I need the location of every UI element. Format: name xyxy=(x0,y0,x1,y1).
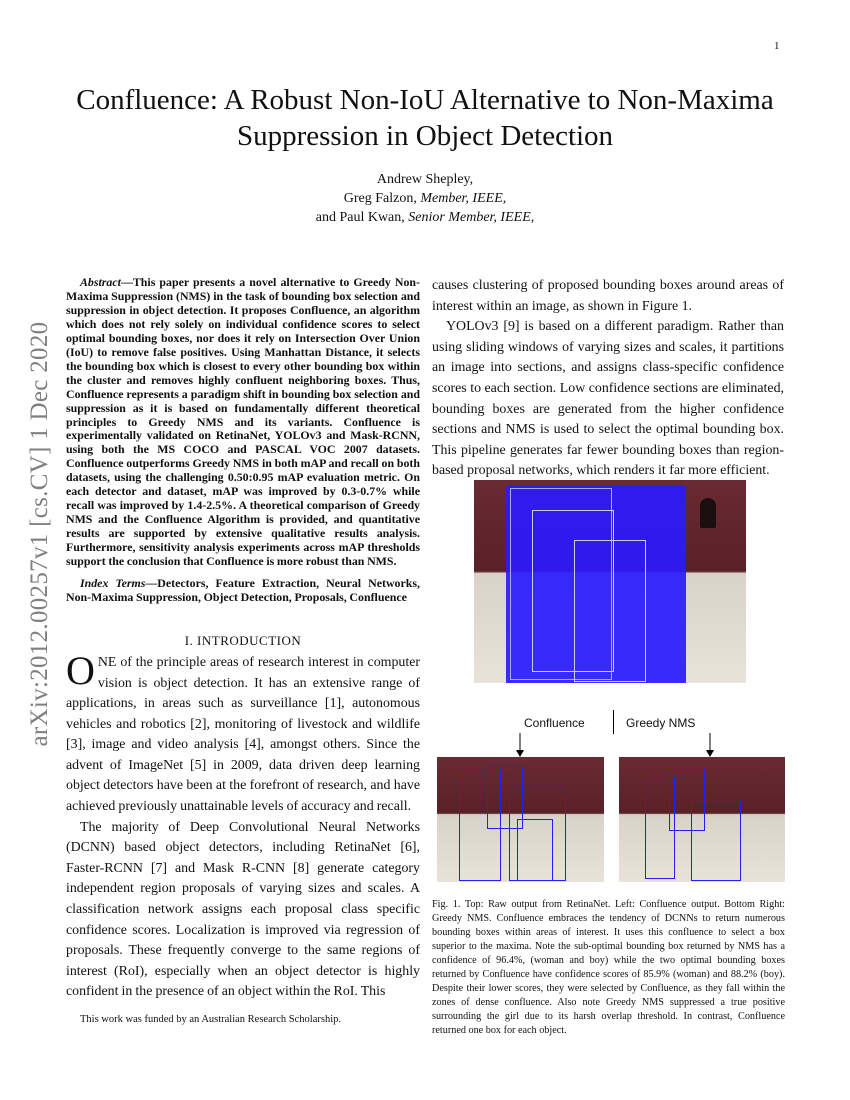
figure-confluence-image xyxy=(437,757,604,882)
statue xyxy=(700,498,716,528)
label-greedy-nms: Greedy NMS xyxy=(626,716,696,730)
page-number: 1 xyxy=(774,40,780,52)
section-heading: I. INTRODUCTION xyxy=(184,632,302,648)
abstract: Abstract—This paper presents a novel alternative to Greedy Non-Maxima Suppression (NMS) in the task of bounding box selection and suppression in object detection. It proposes Confluence, an algorithm which does not rely solely on individual confidence scores to select optimal bounding boxes, nor does it rely on Intersection Over Union (IoU) to remove false positives. Using Manhattan Distance, it selects the bounding box which is closest to every other bounding box within the cluster and removes highly confluent neighboring boxes. Thus, Confluence represents a paradigm shift in bounding box selection and suppression as it is based on fundamentally different theoretical principles to Greedy NMS and its variants. Confluence is experimentally validated on RetinaNet, YOLOv3 and Mask-RCNN, using both the MS COCO and PASCAL VOC 2007 datasets. Confluence outperforms Greedy NMS in both mAP and recall on both datasets, using the challenging 0.50:0.95 mAP evaluation metric. On each detector and dataset, mAP was improved by 0.3-0.7% while recall was improved by 1.4-2.5%. A theoretical comparison of Greedy NMS and the Confluence Algorithm is provided, and quantitative results are supported by extensive qualitative results analysis. Furthermore, sensitivity analysis experiments across mAP thresholds support the conclusion that Confluence is more robust than NMS. xyxy=(66,275,420,569)
index-terms: Index Terms—Detectors, Feature Extraction, Neural Networks, Non-Maxima Suppression, Object Detection, Proposals, Confluence xyxy=(66,576,420,604)
label-confluence: Confluence xyxy=(524,716,585,730)
right-column: causes clustering of proposed bounding boxes around areas of interest within an image, as shown in Figure 1. YOLOv3 [9] is based on a different paradigm. Rather than using sliding windows of varying sizes and scales, it partitions an image into sections, and assigns class-specific confidence scores to each section. Low confidence sections are eliminated, bounding boxes are generated from the higher confidence sections and NMS is used to select the optimal bounding box. This pipeline generates far fewer bounding boxes than region-based proposal networks, which renders it far more efficient. xyxy=(432,278,784,479)
paper-title: Confluence: A Robust Non-IoU Alternative to Non-Maxima Suppression in Object Detection xyxy=(76,84,774,152)
author: Greg Falzon, Member, IEEE, xyxy=(343,191,507,206)
figure-greedy-nms-image xyxy=(619,757,785,882)
author: Andrew Shepley, xyxy=(376,172,474,187)
footnote: This work was funded by an Australian Research Scholarship. xyxy=(80,1014,341,1026)
author: and Paul Kwan, Senior Member, IEEE, xyxy=(315,210,535,225)
figure-caption: Fig. 1. Top: Raw output from RetinaNet. Left: Confluence output. Bottom Right: Greedy NMS. Confluence embraces the tendency of DCNNs to return numerous bounding boxes within areas of interest. It uses this confluence to select a box superior to the maxima. Note the sub-optimal bounding box returned by NMS has a confidence of 96.4%, (woman and boy) while the two optimal bounding boxes returned by Confluence have confidence scores of 85.9% (woman) and 88.2% (boy). Despite their lower scores, they were selected by Confluence, as they fall within the zones of dense confluence. Also note Greedy NMS suppressed a true positive surrounding the girl due to its harsh overlap threshold. In contrast, Confluence returned one box for each object. xyxy=(432,899,785,1036)
author-list xyxy=(200,170,650,227)
left-column xyxy=(66,276,420,1026)
divider xyxy=(613,710,614,734)
introduction-text: ONE of the principle areas of research interest in computer vision is object detection. It has an extensive range of applications, in areas such as surveillance [1], autonomous vehicles and robotics [2], monitoring of livestock and wildlife [3], image and video analysis [4], amongst others. Since the advent of ImageNet [5] in 2009, data driven deep learning object detectors have been at the forefront of research, and have achieved previously unattainable levels of accuracy and recall. The majority of Deep Convolutional Neural Networks (DCNN) based object detectors, including RetinaNet [6], Faster-RCNN [7] and Mask R-CNN [8] generate category independent region proposals of varying sizes and scales. A classification network assigns each proposal class specific confidence scores. Localization is improved via regression of proposals. These frequently converge to the same regions of interest (RoI), especially when an object detector is highly confident in the presence of an object within the RoI. This xyxy=(66,647,420,1000)
figure-raw-output-image xyxy=(474,480,746,683)
drop-cap: O xyxy=(66,647,95,693)
arrows xyxy=(505,733,725,759)
arxiv-stamp: arXiv:2012.00257v1 [cs.CV] 1 Dec 2020 xyxy=(26,321,53,747)
